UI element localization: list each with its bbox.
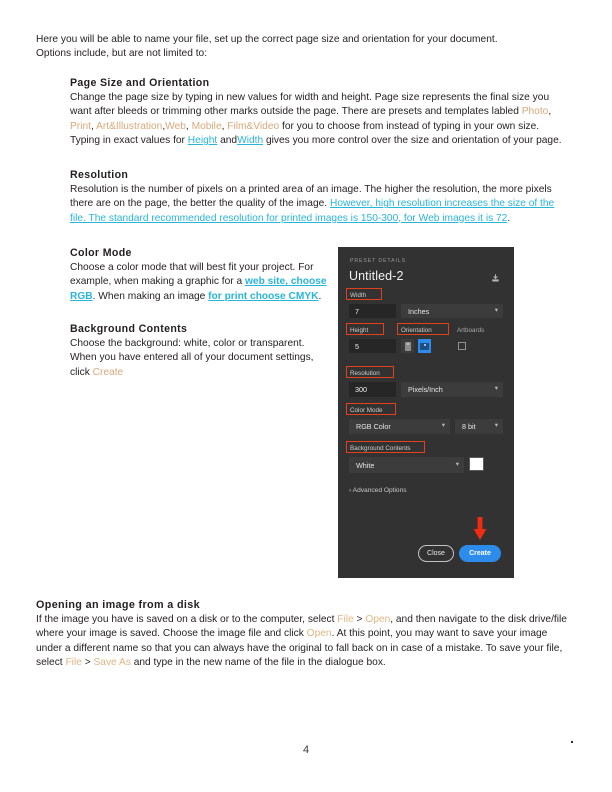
menu-open-2: Open xyxy=(306,628,332,640)
resolution-unit-value: Pixels/Inch xyxy=(408,385,443,394)
create-button[interactable]: Create xyxy=(459,545,501,562)
preset-label-art-illustration: Art&Illustration xyxy=(96,120,163,132)
menu-file-1: File xyxy=(337,614,354,626)
artboards-field-label: Artboards xyxy=(457,327,485,334)
section-opening-image xyxy=(36,598,574,670)
link-height[interactable]: Height xyxy=(187,134,218,146)
preset-label-photo: Photo xyxy=(521,106,549,118)
intro-line-2: Options include, but are not limited to: xyxy=(36,48,208,60)
document-name-field[interactable]: Untitled-2 xyxy=(349,269,404,283)
menu-separator-2: > xyxy=(81,656,94,668)
resolution-text-part-1: Resolution is the number of pixels on a printed area of an image. The higher the resolution, the more pixels there are on the page, the better the quality of the image. xyxy=(70,184,552,210)
section-heading-resolution: Resolution xyxy=(70,169,129,181)
page-number: 4 xyxy=(302,744,310,756)
opening-text-part-4: and type in the new name of the file in the dialogue box. xyxy=(130,656,386,668)
save-preset-icon[interactable] xyxy=(490,273,501,284)
portrait-orientation-icon[interactable] xyxy=(401,339,414,353)
background-contents-value: White xyxy=(356,460,375,470)
opening-text-part-1: If the image you have is saved on a disk or to the computer, select xyxy=(36,614,338,626)
link-resolution-guidance[interactable]: However, high resolution increases the size of the file. The standard recommended resolution for printed images is 150-300, for Web images it is 72 xyxy=(70,198,555,224)
section-heading-background-contents: Background Contents xyxy=(70,323,188,335)
section-heading-opening-image: Opening an image from a disk xyxy=(36,599,200,611)
resolution-unit-select[interactable] xyxy=(401,382,503,397)
chevron-down-icon: ▾ xyxy=(494,306,498,314)
chevron-down-icon: ▾ xyxy=(494,422,498,430)
landscape-orientation-icon[interactable] xyxy=(418,339,431,353)
close-button[interactable]: Close xyxy=(418,545,454,562)
section-heading-color-mode: Color Mode xyxy=(70,247,132,259)
menu-file-2: File xyxy=(65,656,82,668)
opening-text-part-3: . At this point, you may want to save your image under a different name so that you can always have the original to fall back on in case of a mistake. To save your file, select xyxy=(36,628,563,668)
corner-artifact-dot xyxy=(571,741,573,743)
color-mode-select[interactable] xyxy=(349,419,450,434)
color-depth-value: 8 bit xyxy=(462,422,476,431)
section-body-opening-image xyxy=(36,613,574,670)
page-size-text-part-3: and xyxy=(217,134,238,146)
resolution-text-part-2: . xyxy=(507,212,511,224)
background-color-swatch[interactable] xyxy=(469,457,484,471)
background-contents-field-label: Background Contents xyxy=(350,445,411,452)
section-body-page-size: Change the page size by typing in new values for width and height. Page size represents the final size you want after bleeds or trimming other marks outside the page. There are presets and templates labled Photo, Print, Art&Illustration,Web, Mobile, Film&Video for you to choose from instead of typing in your own size. Typing in exact values for Height andWidth gives you more control over the size and orientation of your page. xyxy=(70,92,562,146)
color-mode-value: RGB Color xyxy=(356,422,391,431)
intro-paragraph xyxy=(36,33,536,61)
width-unit-value: Inches xyxy=(408,306,430,316)
section-body-resolution xyxy=(70,183,562,226)
preset-label-print: Print xyxy=(70,120,91,132)
section-heading-page-size: Page Size and Orientation xyxy=(70,77,210,89)
page-size-text-part-2: for you to choose from instead of typing in your own size. Typing in exact values for xyxy=(70,120,540,146)
width-unit-select[interactable] xyxy=(401,304,503,318)
chevron-down-icon: ▾ xyxy=(455,460,459,468)
preset-label-film-video: Film&Video xyxy=(227,120,280,132)
color-mode-text-part-2: . When making an image xyxy=(92,290,209,302)
orientation-field-label: Orientation xyxy=(401,327,432,334)
preset-label-web: Web xyxy=(165,120,186,132)
color-mode-field-label: Color Mode xyxy=(350,407,383,414)
section-background-contents xyxy=(70,322,328,380)
page-size-text-part-4: gives you more control over the size and orientation of your page. xyxy=(263,134,562,146)
chevron-down-icon: ▾ xyxy=(441,422,445,430)
color-mode-text-part-1: Choose a color mode that will best fit your project. For example, when making a graphic for a xyxy=(70,262,314,288)
preset-label-mobile: Mobile xyxy=(191,120,222,132)
height-field-label: Height xyxy=(350,327,369,334)
section-resolution xyxy=(70,168,562,226)
photoshop-new-document-dialog[interactable] xyxy=(338,247,514,578)
section-color-mode xyxy=(70,246,328,304)
portrait-glyph xyxy=(405,342,411,351)
chevron-right-icon: › xyxy=(349,487,352,494)
chevron-down-icon: ▾ xyxy=(494,385,498,393)
link-width[interactable]: Width xyxy=(237,134,264,146)
resolution-field-label: Resolution xyxy=(350,370,380,377)
page-size-text-part-1: Change the page size by typing in new values for width and height. Page size represents the final size you want after bleeds or trimming other marks outside the page. There are presets and templates labled xyxy=(70,92,550,118)
create-word-reference: Create xyxy=(92,366,124,378)
width-field-label: Width xyxy=(350,292,367,299)
menu-open-1: Open xyxy=(365,614,391,626)
height-value-input[interactable]: 5 xyxy=(349,339,396,353)
background-contents-select[interactable] xyxy=(349,457,464,473)
color-depth-select[interactable] xyxy=(455,419,503,434)
preset-details-label: PRESET DETAILS xyxy=(350,258,406,264)
section-body-background-contents xyxy=(70,337,328,380)
advanced-options-label: Advanced Options xyxy=(352,487,407,494)
section-body-color-mode xyxy=(70,261,328,304)
background-text-part-1: Choose the background: white, color or transparent. When you have entered all of your document settings, click xyxy=(70,338,314,378)
width-value-input[interactable]: 7 xyxy=(349,304,396,318)
link-print-cmyk[interactable]: for print choose CMYK xyxy=(208,290,319,302)
color-mode-text-part-3: . xyxy=(318,290,322,302)
red-down-arrow xyxy=(473,517,487,541)
link-web-site-rgb[interactable]: web site, choose RGB xyxy=(70,276,327,302)
menu-separator-1: > xyxy=(353,614,366,626)
opening-text-part-2: , and then navigate to the disk drive/file where your image is saved. Choose the image file and click xyxy=(36,614,567,640)
section-page-size-orientation xyxy=(70,76,562,148)
landscape-glyph xyxy=(420,343,429,350)
resolution-value-input[interactable]: 300 xyxy=(349,382,396,397)
menu-save-as: Save As xyxy=(93,656,131,668)
intro-line-1: Here you will be able to name your file, set up the correct page size and orientation for your document. xyxy=(36,34,498,45)
advanced-options-toggle[interactable] xyxy=(349,487,407,494)
artboards-checkbox[interactable] xyxy=(458,342,466,350)
